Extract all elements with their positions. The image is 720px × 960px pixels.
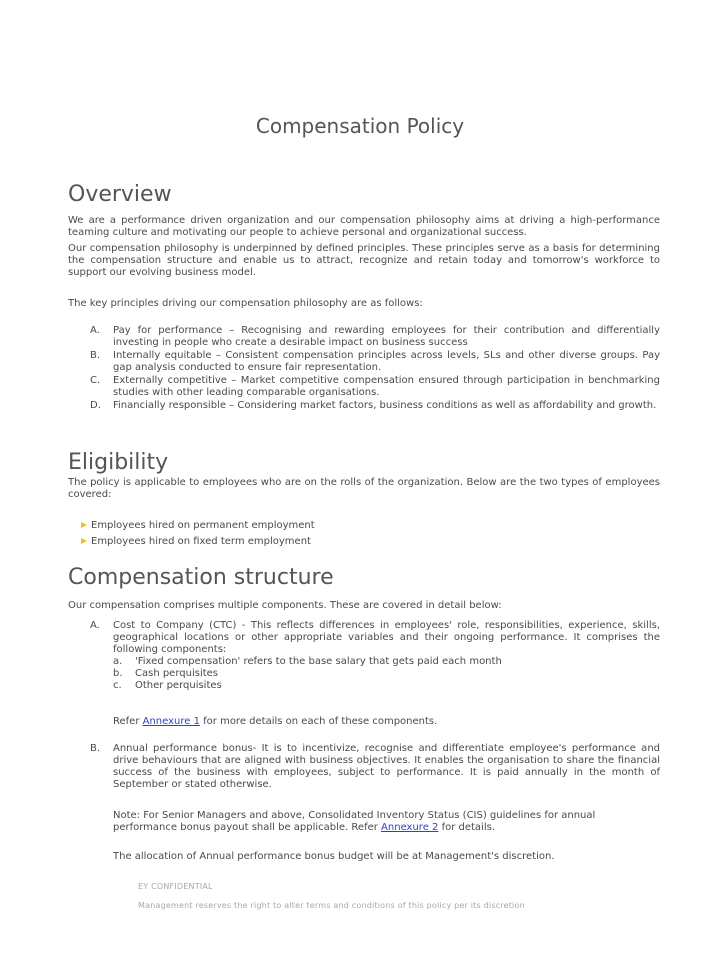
principles-list bbox=[90, 325, 660, 413]
eligibility-list bbox=[68, 520, 628, 552]
list-item: c. Other perquisites bbox=[113, 680, 222, 691]
allocation-statement: The allocation of Annual performance bonus budget will be at Management's discretion. bbox=[113, 851, 555, 862]
list-item: b. Cash perquisites bbox=[113, 668, 219, 679]
list-item: A. Pay for performance – Recognising and rewarding employees for their contribution and differentially investing in people who create a desirable impact on business success bbox=[90, 325, 660, 348]
list-item: Employees hired on fixed term employment bbox=[68, 536, 628, 548]
overview-paragraph-1: We are a performance driven organization and our compensation philosophy aims at driving a high-performance teaming culture and motivating our people to achieve personal and organizational success. bbox=[68, 215, 660, 238]
annexure-2-link[interactable]: Annexure 2 bbox=[381, 822, 439, 833]
list-item: a. 'Fixed compensation' refers to the base salary that gets paid each month bbox=[113, 656, 502, 667]
arrow-bullet-icon bbox=[81, 522, 87, 528]
list-item: D. Financially responsible – Considering market factors, business conditions as well as affordability and growth. bbox=[90, 400, 657, 411]
confidential-label: EY CONFIDENTIAL bbox=[138, 882, 213, 891]
structure-item-a: A. Cost to Company (CTC) - This reflects differences in employees' role, responsibilities, experience, skills, geographical locations or other appropriate variables and their ongoing performance. It comprises the following components: a. 'Fixed compensation' refers to the base salary that gets paid each month b. Cash perquisites c. Other perquisites bbox=[90, 620, 660, 691]
overview-heading: Overview bbox=[68, 182, 172, 207]
overview-paragraph-2: Our compensation philosophy is underpinned by defined principles. These principles serve as a basis for determining the compensation structure and enable us to attract, recognize and retain today and tomorrow's workforce to support our evolving business model. bbox=[68, 243, 660, 278]
arrow-bullet-icon bbox=[81, 538, 87, 544]
compensation-structure-heading: Compensation structure bbox=[68, 565, 334, 590]
structure-item-b: B. Annual performance bonus- It is to incentivize, recognise and differentiate employee's performance and drive behaviours that are aligned with business objectives. It enables the organisation to share the financial success of the business with employees, subject to performance. It is paid annually in the month of September or stated otherwise. bbox=[90, 743, 660, 790]
list-item: C. Externally competitive – Market competitive compensation ensured through participation in benchmarking studies with other leading comparable organisations. bbox=[90, 375, 660, 398]
components-sublist bbox=[113, 656, 660, 692]
eligibility-paragraph: The policy is applicable to employees who are on the rolls of the organization. Below are the two types of employees covered: bbox=[68, 477, 660, 500]
list-item: Employees hired on permanent employment bbox=[68, 520, 628, 532]
footer-disclaimer: Management reserves the right to alter terms and conditions of this policy per its discretion bbox=[138, 901, 525, 910]
overview-paragraph-3: The key principles driving our compensation philosophy are as follows: bbox=[68, 298, 423, 309]
structure-intro: Our compensation comprises multiple components. These are covered in detail below: bbox=[68, 600, 502, 611]
document-title: Compensation Policy bbox=[255, 114, 465, 138]
annexure-1-reference: Refer Annexure 1 for more details on each of these components. bbox=[113, 716, 438, 727]
senior-managers-note: Note: For Senior Managers and above, Consolidated Inventory Status (CIS) guidelines for annual performance bonus payout shall be applicable. Refer Annexure 2 for details. bbox=[113, 810, 596, 833]
list-item: B. Internally equitable – Consistent compensation principles across levels, SLs and other diverse groups. Pay gap analysis conducted to ensure fair representation. bbox=[90, 350, 660, 373]
annexure-1-link[interactable]: Annexure 1 bbox=[142, 716, 200, 727]
eligibility-heading: Eligibility bbox=[68, 450, 169, 475]
